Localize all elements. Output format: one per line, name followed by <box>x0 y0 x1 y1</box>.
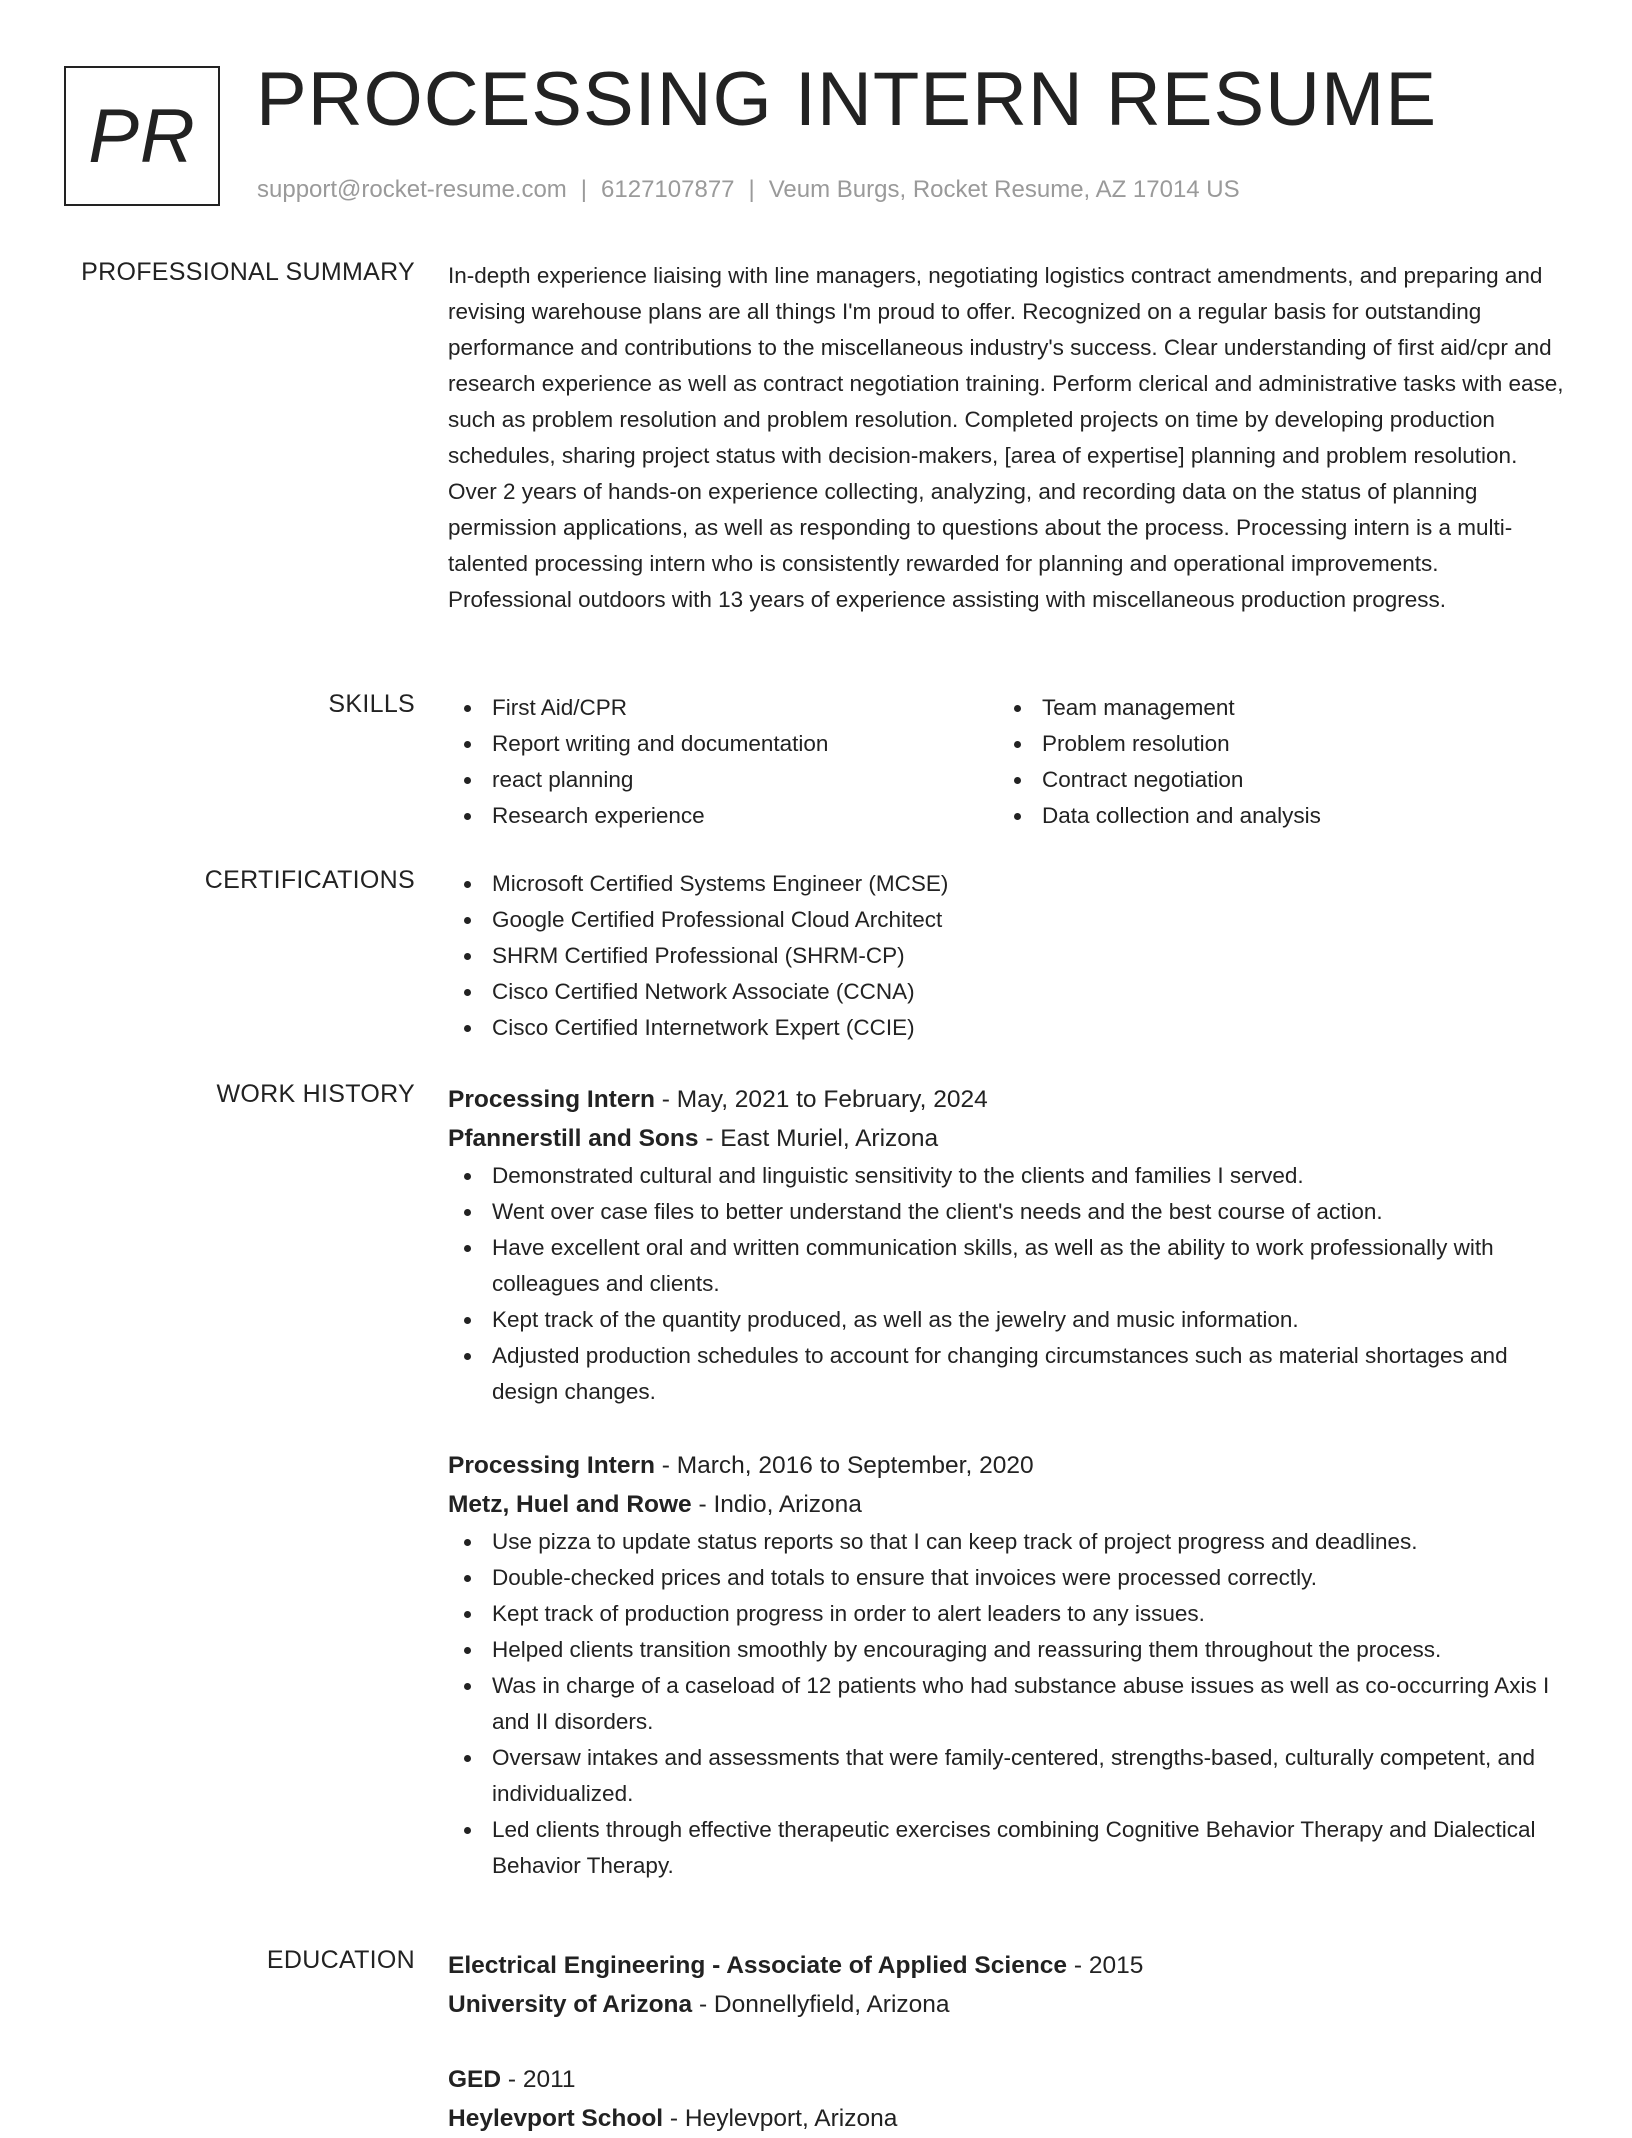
job-dates: - March, 2016 to September, 2020 <box>661 1452 1034 1479</box>
job-bullet: Use pizza to update status reports so that I can keep track of project progress and deadlines. <box>448 1524 1568 1560</box>
education-school-line <box>448 2099 1568 2138</box>
skills-content <box>448 690 1568 834</box>
job-dates: - May, 2021 to February, 2024 <box>661 1086 988 1113</box>
job-title-line <box>448 1446 1568 1485</box>
job-company: Pfannerstill and Sons <box>448 1125 699 1152</box>
job-bullet: Have excellent oral and written communication skills, as well as the ability to work professionally with colleagues and clients. <box>448 1230 1568 1302</box>
job-bullet: Was in charge of a caseload of 12 patients who had substance abuse issues as well as co-occurring Axis I and II disorders. <box>448 1668 1568 1740</box>
certifications-list <box>448 866 1568 1046</box>
contact-separator: | <box>580 176 588 203</box>
section-label-work-history: WORK HISTORY <box>216 1080 415 1108</box>
education-degree-line <box>448 1946 1568 1985</box>
job-bullet: Oversaw intakes and assessments that were family-centered, strengths-based, culturally competent, and individualized. <box>448 1740 1568 1812</box>
job-bullet: Double-checked prices and totals to ensure that invoices were processed correctly. <box>448 1560 1568 1596</box>
contact-separator: | <box>748 176 755 203</box>
job-company-line <box>448 1119 1568 1158</box>
contact-phone[interactable]: 6127107877 <box>601 176 735 203</box>
job-entry <box>448 1080 1568 1410</box>
job-title: Processing Intern <box>448 1452 655 1479</box>
section-label-skills: SKILLS <box>328 690 415 718</box>
skill-item: First Aid/CPR <box>448 690 998 726</box>
summary-text: In-depth experience liaising with line managers, negotiating logistics contract amendments, and preparing and revising warehouse plans are all things I'm proud to offer. Recognized on a regular basis for outstanding performance and contributions to the miscellaneous industry's success. Clear understanding of first aid/cpr and research experience as well as contract negotiation training. Perform clerical and administrative tasks with ease, such as problem resolution and problem resolution. Completed projects on time by developing production schedules, sharing project status with decision-makers, [area of expertise] planning and problem resolution. Over 2 years of hands-on experience collecting, analyzing, and recording data on the status of planning permission applications, as well as responding to questions about the process. Processing intern is a multi-talented processing intern who is consistently rewarded for planning and operational improvements. Professional outdoors with 13 years of experience assisting with miscellaneous production progress. <box>448 263 1564 612</box>
job-bullet: Helped clients transition smoothly by encouraging and reassuring them throughout the process. <box>448 1632 1568 1668</box>
education-school-line <box>448 1985 1568 2024</box>
page-title: PROCESSING INTERN RESUME <box>256 57 1438 142</box>
skill-item: react planning <box>448 762 998 798</box>
certification-item: SHRM Certified Professional (SHRM-CP) <box>448 938 1568 974</box>
education-entry <box>448 1946 1568 2024</box>
job-bullet: Adjusted production schedules to account for changing circumstances such as material shortages and design changes. <box>448 1338 1568 1410</box>
skill-item: Data collection and analysis <box>998 798 1548 834</box>
education-degree-line <box>448 2060 1568 2099</box>
education-degree: Electrical Engineering - Associate of Applied Science <box>448 1952 1068 1979</box>
skills-list <box>448 690 1568 834</box>
summary-content <box>448 258 1568 618</box>
job-bullet-list <box>448 1158 1568 1410</box>
section-label-certifications: CERTIFICATIONS <box>204 866 415 894</box>
contact-address: Veum Burgs, Rocket Resume, AZ 17014 US <box>768 176 1240 203</box>
skill-item: Report writing and documentation <box>448 726 998 762</box>
certification-item: Google Certified Professional Cloud Architect <box>448 902 1568 938</box>
education-location: - Donnellyfield, Arizona <box>698 1991 950 2018</box>
certification-item: Microsoft Certified Systems Engineer (MCSE) <box>448 866 1568 902</box>
certifications-content <box>448 866 1568 1046</box>
education-school: University of Arizona <box>448 1991 693 2018</box>
skill-item: Research experience <box>448 798 998 834</box>
education-entry <box>448 2060 1568 2138</box>
job-title-line <box>448 1080 1568 1119</box>
skill-item: Team management <box>998 690 1548 726</box>
job-title: Processing Intern <box>448 1086 655 1113</box>
certification-item: Cisco Certified Network Associate (CCNA) <box>448 974 1568 1010</box>
section-label-summary: PROFESSIONAL SUMMARY <box>81 258 415 286</box>
skill-item: Problem resolution <box>998 726 1548 762</box>
job-company-line <box>448 1485 1568 1524</box>
job-bullet: Demonstrated cultural and linguistic sensitivity to the clients and families I served. <box>448 1158 1568 1194</box>
job-bullet: Led clients through effective therapeutic exercises combining Cognitive Behavior Therapy and Dialectical Behavior Therapy. <box>448 1812 1568 1884</box>
work-history-content <box>448 1080 1568 1884</box>
job-company: Metz, Huel and Rowe <box>448 1491 692 1518</box>
job-bullet: Went over case files to better understand the client's needs and the best course of action. <box>448 1194 1568 1230</box>
education-school: Heylevport School <box>448 2105 664 2132</box>
job-bullet: Kept track of the quantity produced, as well as the jewelry and music information. <box>448 1302 1568 1338</box>
contact-email[interactable]: support@rocket-resume.com <box>257 176 567 203</box>
education-content <box>448 1946 1568 2138</box>
section-label-education: EDUCATION <box>266 1946 415 1974</box>
job-location: - Indio, Arizona <box>698 1491 862 1518</box>
skill-item: Contract negotiation <box>998 762 1548 798</box>
contact-line <box>257 176 1240 204</box>
education-location: - Heylevport, Arizona <box>669 2105 898 2132</box>
education-degree: GED <box>448 2066 502 2093</box>
job-bullet: Kept track of production progress in order to alert leaders to any issues. <box>448 1596 1568 1632</box>
job-bullet-list <box>448 1524 1568 1884</box>
monogram: PR <box>64 66 220 206</box>
certification-item: Cisco Certified Internetwork Expert (CCIE) <box>448 1010 1568 1046</box>
job-entry <box>448 1446 1568 1884</box>
job-location: - East Muriel, Arizona <box>705 1125 939 1152</box>
education-year: - 2015 <box>1073 1952 1144 1979</box>
education-year: - 2011 <box>507 2066 576 2093</box>
